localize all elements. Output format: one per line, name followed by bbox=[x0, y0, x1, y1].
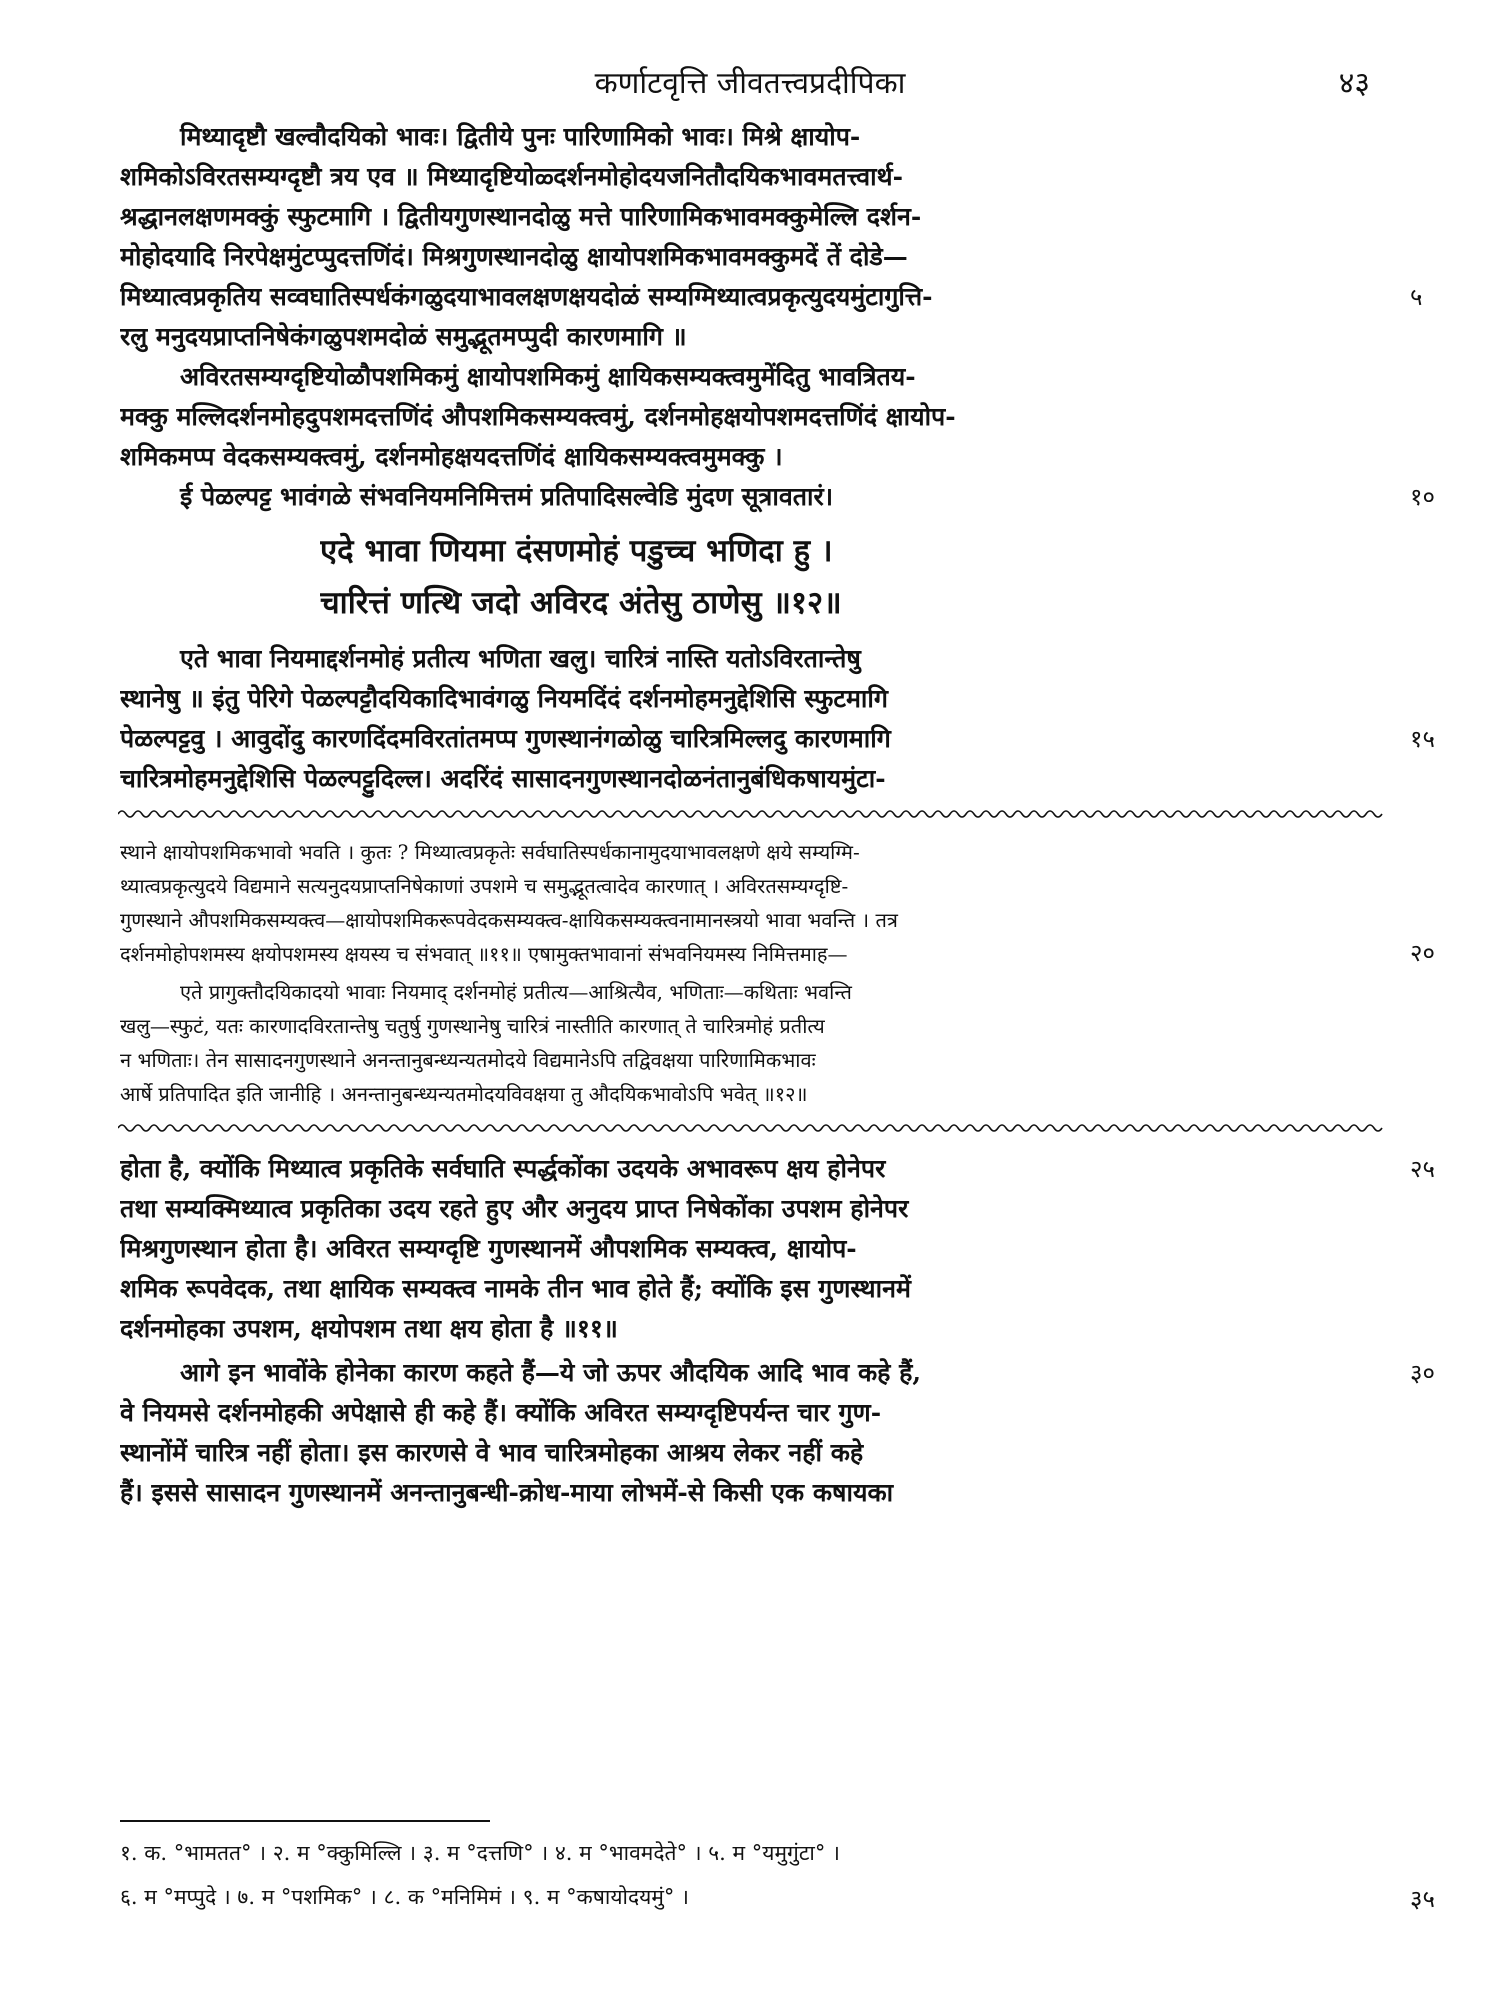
text-line: मिथ्यात्वप्रकृतिय सव्वघातिस्पर्धकंगळुदयाभावलक्षणक्षयदोळं सम्यग्मिथ्यात्वप्रकृत्युदयमुंटागुत्ति- bbox=[120, 282, 933, 311]
footnote-line: १. क. °भामतत° । २. म °क्कुमिल्लि । ३. म °दत्तणि° । ४. म °भावमदेते° । ५. म °यमुगुंटा° । bbox=[120, 1841, 840, 1865]
text-line: मोहोदयादि निरपेक्षमुंटप्पुदत्तणिंदं। मिश्रगुणस्थानदोळु क्षायोपशमिकभावमक्कुमदें तें दोडे— bbox=[120, 242, 908, 271]
text-line: ई पेळल्पट्ट भावंगळे संभवनियमनिमित्तमं प्रतिपादिसल्वेडि मुंदण सूत्रावतारं। bbox=[180, 482, 834, 511]
text-line: खलु—स्फुटं, यतः कारणादविरतान्तेषु चतुर्षु गुणस्थानेषु चारित्रं नास्तीति कारणात् ते चारित्रमोहं प्रतीत्य bbox=[120, 1014, 825, 1038]
text-line: स्थाने क्षायोपशमिकभावो भवति । कुतः ? मिथ्यात्वप्रकृतेः सर्वघातिस्पर्धकानामुदयाभावलक्षणे क्षये सम्यग्मि- bbox=[120, 840, 860, 864]
margin-line-number: ५ bbox=[1410, 283, 1423, 311]
text-line: आर्षे प्रतिपादित इति जानीहि । अनन्तानुबन्ध्यन्यतमोदयविवक्षया तु औदयिकभावोऽपि भवेत् ॥१२॥ bbox=[120, 1082, 808, 1106]
text-line: अविरतसम्यग्दृष्टियोळौपशमिकमुं क्षायोपशमिकमुं क्षायिकसम्यक्त्वमुमेंदितु भावत्रितय- bbox=[180, 362, 916, 391]
footnote-rule bbox=[120, 1820, 490, 1822]
footnote-line: ६. म °मप्पुदे । ७. म °पशमिक° । ८. क °मनिमिमं । ९. म °कषायोदयमुं° । bbox=[120, 1885, 690, 1909]
margin-line-number: १५ bbox=[1410, 725, 1435, 753]
text-line: एते प्रागुक्तौदयिकादयो भावाः नियमाद् दर्शनमोहं प्रतीत्य—आश्रित्यैव, भणिताः—कथिताः भवन्ति bbox=[180, 980, 852, 1004]
text-line: मिथ्यादृष्टौ खल्वौदयिको भावः। द्वितीये पुनः पारिणामिको भावः। मिश्रे क्षायोप- bbox=[180, 122, 861, 151]
text-line: शमिकमप्प वेदकसम्यक्त्वमुं, दर्शनमोहक्षयदत्तणिंदं क्षायिकसम्यक्त्वमुमक्कु । bbox=[120, 442, 783, 471]
page-number: ४३ bbox=[1338, 66, 1370, 101]
text-line: थ्यात्वप्रकृत्युदये विद्यमाने सत्यनुदयप्राप्तनिषेकाणां उपशमे च समुद्भूतत्वादेव कारणात् । अविरतसम्यग्दृष्टि- bbox=[120, 874, 849, 898]
running-header bbox=[120, 64, 1380, 114]
margin-line-number: १० bbox=[1410, 483, 1435, 511]
text-line: दर्शनमोहका उपशम, क्षयोपशम तथा क्षय होता है ॥११॥ bbox=[120, 1314, 618, 1343]
text-line: स्थानोंमें चारित्र नहीं होता। इस कारणसे वे भाव चारित्रमोहका आश्रय लेकर नहीं कहे bbox=[120, 1438, 864, 1467]
margin-line-number: २५ bbox=[1410, 1155, 1435, 1183]
text-line: मिश्रगुणस्थान होता है। अविरत सम्यग्दृष्टि गुणस्थानमें औपशमिक सम्यक्त्व, क्षायोप- bbox=[120, 1234, 857, 1263]
text-line: तथा सम्यक्मिथ्यात्व प्रकृतिका उदय रहते हुए और अनुदय प्राप्त निषेकोंका उपशम होनेपर bbox=[120, 1194, 909, 1223]
verse-line: चारित्तं णत्थि जदो अविरद अंतेसु ठाणेसु ॥१२॥ bbox=[320, 585, 842, 621]
text-line: पेळल्पट्टवु । आवुदोंदु कारणदिंदमविरतांतमप्प गुणस्थानंगळोळु चारित्रमिल्लदु कारणमागि bbox=[120, 724, 891, 753]
text-line: मक्कु मल्लिदर्शनमोहदुपशमदत्तणिंदं औपशमिकसम्यक्त्वमुं, दर्शनमोहक्षयोपशमदत्तणिंदं क्षायोप- bbox=[120, 402, 956, 431]
text-line: एते भावा नियमाद्दर्शनमोहं प्रतीत्य भणिता खलु। चारित्रं नास्ति यतोऽविरतान्तेषु bbox=[180, 644, 861, 673]
wavy-divider bbox=[118, 808, 1386, 820]
text-line: न भणिताः। तेन सासादनगुणस्थाने अनन्तानुबन्ध्यन्यतमोदये विद्यमानेऽपि तद्विवक्षया पारिणामिकभावः bbox=[120, 1048, 816, 1072]
text-line: वे नियमसे दर्शनमोहकी अपेक्षासे ही कहे हैं। क्योंकि अविरत सम्यग्दृष्टिपर्यन्त चार गुण- bbox=[120, 1398, 882, 1427]
text-line: श्रद्धानलक्षणमक्कुं स्फुटमागि । द्वितीयगुणस्थानदोळु मत्ते पारिणामिकभावमक्कुमेल्लि दर्शन- bbox=[120, 202, 922, 231]
verse-line: एदे भावा णियमा दंसणमोहं पडुच्च भणिदा हु । bbox=[320, 533, 833, 569]
text-line: गुणस्थाने औपशमिकसम्यक्त्व—क्षायोपशमिकरूपवेदकसम्यक्त्व-क्षायिकसम्यक्त्वनामानस्त्रयो भावा भवन्ति । तत्र bbox=[120, 908, 898, 932]
text-line: स्थानेषु ॥ इंतु पेरिगे पेळल्पट्टौदयिकादिभावंगळु नियमदिंदं दर्शनमोहमनुद्देशिसि स्फुटमागि bbox=[120, 684, 888, 713]
text-line: हैं। इससे सासादन गुणस्थानमें अनन्तानुबन्धी-क्रोध-माया लोभमें-से किसी एक कषायका bbox=[120, 1478, 894, 1507]
text-line: दर्शनमोहोपशमस्य क्षयोपशमस्य क्षयस्य च संभवात् ॥११॥ एषामुक्तभावानां संभवनियमस्य निमित्तमाह— bbox=[120, 942, 848, 966]
text-line: शमिक रूपवेदक, तथा क्षायिक सम्यक्त्व नामके तीन भाव होते हैं; क्योंकि इस गुणस्थानमें bbox=[120, 1274, 911, 1303]
text-line: शमिकोऽविरतसम्यग्दृष्टौ त्रय एव ॥ मिथ्यादृष्टियोळ्दर्शनमोहोदयजनितौदयिकभावमतत्त्वार्थ- bbox=[120, 162, 903, 191]
text-line: आगे इन भावोंके होनेका कारण कहते हैं—ये जो ऊपर औदयिक आदि भाव कहे हैं, bbox=[180, 1358, 922, 1387]
wavy-divider bbox=[118, 1122, 1386, 1134]
margin-line-number: ३५ bbox=[1410, 1885, 1435, 1913]
text-line: चारित्रमोहमनुद्देशिसि पेळल्पट्टुदिल्ल। अदरिंदं सासादनगुणस्थानदोळनंतानुबंधिकषायमुंटा- bbox=[120, 764, 886, 793]
header-title: कर्णाटवृत्ति जीवतत्त्वप्रदीपिका bbox=[594, 66, 906, 101]
margin-line-number: ३० bbox=[1410, 1359, 1435, 1387]
margin-line-number: २० bbox=[1410, 939, 1435, 967]
text-line: रलु मनुदयप्राप्तनिषेकंगळुपशमदोळं समुद्भूतमप्पुदी कारणमागि ॥ bbox=[120, 322, 687, 351]
text-line: होता है, क्योंकि मिथ्यात्व प्रकृतिके सर्वघाति स्पर्द्धकोंका उदयके अभावरूप क्षय होनेपर bbox=[120, 1154, 886, 1183]
